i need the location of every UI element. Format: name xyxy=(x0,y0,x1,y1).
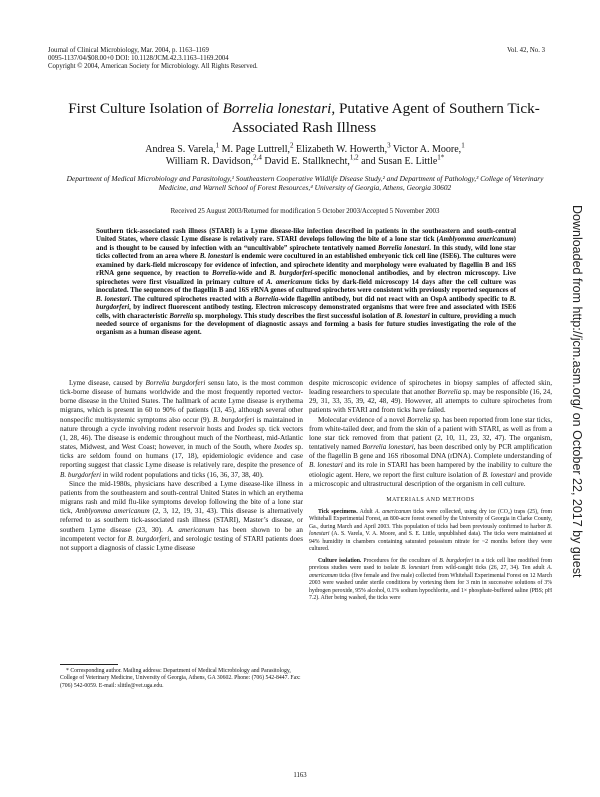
intro-paragraph-1: Lyme disease, caused by Borrelia burgdorferi sensu lato, is the most common tick-borne disease of humans worldwide and the most frequently reported vector-borne disease in the United States. The hallmark of acute Lyme disease is erythema migrans, which is present in 60 to 90% of patients (13, 45), although several other nonspecific multisystemic symptoms also occur (9). B. burgdorferi is maintained in nature through a cycle involving rodent reservoir hosts and Ixodes sp. tick vectors (1, 28, 46). The disease is endemic throughout much of the Northeast, mid-Atlantic states, Midwest, and West Coast; however, in much of the South, where Ixodes sp. ticks are seldom found on humans (17, 18), epidemiologic evidence and case reporting suggest that classic Lyme disease is relatively rare, despite the presence of B. burgdorferi in wild rodent populations and ticks (16, 36, 37, 38, 40). xyxy=(60,379,304,479)
intro-paragraph-4: Molecular evidence of a novel Borrelia sp. has been reported from lone star ticks, from white-tailed deer, and from the skin of a patient with STARI, as well as from a lone star tick removed from that patient (2, 10, 11, 23, 32, 47). The organism, tentatively named Borrelia lonestari, has been described only by PCR amplification of the flagellin B gene and 16S ribosomal DNA (rDNA). Complete understanding of B. lonestari and its role in STARI has been hampered by the inability to culture the etiologic agent. Here, we report the first culture isolation of B. lonestari and provide a microscopic and ultrastructural description of the organism in cell culture. xyxy=(309,415,553,488)
abstract: Southern tick-associated rash illness (STARI) is a Lyme disease-like infection described in patients in the southeastern and south-central United States, where classic Lyme disease is relatively rare. STARI develops following the bite of a lone star tick (Amblyomma americanum) and is thought to be caused by infection with an “uncultivable” spirochete tentatively named Borrelia lonestari. In this study, wild lone star ticks collected from an area where B. lonestari is endemic were cocultured in an established embryonic tick cell line (ISE6). The cultures were examined by dark-field microscopy for evidence of infection, and spirochete identity and morphology were evaluated by flagellin B and 16S rRNA gene sequence, by reaction to Borrelia-wide and B. burgdorferi-specific monoclonal antibodies, and by electron microscopy. Live spirochetes were first visualized in primary culture of A. americanum ticks by dark-field microscopy 14 days after the cell culture was inoculated. The sequences of the flagellin B and 16S rRNA genes of cultured spirochetes were consistent with previously reported sequences of B. lonestari. The cultured spirochetes reacted with a Borrelia-wide flagellin antibody, but did not react with an OspA antibody specific to B. burgdorferi, by indirect fluorescent antibody testing. Electron microscopy demonstrated organisms that were free and associated with ISE6 cells, with characteristic Borrelia sp. morphology. This study describes the first successful isolation of B. lonestari in culture, providing a much needed source of organisms for the development of diagnostic assays and forming a basis for future studies investigating the role of the organism as a human disease agent. xyxy=(96,227,517,337)
culture-isolation-paragraph: Culture isolation. Procedures for the coculture of B. burgdorferi in a tick cell line modified from previous studies were used to isolate B. lonestari from wild-caught ticks (26, 27, 34). Ten adult A. americanum ticks (five female and five male) collected from Whitehall Experimental Forest on 12 March 2003 were washed under sterile conditions by vortexing them for 3 min in successive solutions of 3% hydrogen peroxide, 95% alcohol, 0.1% sodium hypochlorite, and 1× phosphate-buffered saline (PBS; pH 7.2). After being washed, the ticks were xyxy=(309,557,553,602)
author-list: Andrea S. Varela,$^1$ M. Page Luttrell,$^2$ Elizabeth W. Howerth,$^3$ Victor A. Moore,$^1$ William R. Davidson,$^{2,4}$ David E. Stallknecht,$^{1,2}$ and Susan E. Little$^{1*}$ xyxy=(145,141,465,167)
volume-label: Vol. 42, No. 3 xyxy=(506,47,545,54)
body-column-right xyxy=(309,379,552,602)
download-notice: Downloaded from http://jcm.asm.org/ on October 22, 2017 by guest xyxy=(570,205,584,578)
corresponding-author-footnote: * Corresponding author. Mailing address: Department of Medical Microbiology and Parasitology, College of Veterinary Medicine, University of Georgia, Athens, GA 30602. Phone: (706) 542-8447. Fax: (706) 542-0059. E-mail: slittle@vet.uga.edu. xyxy=(60,668,301,689)
tick-specimens-paragraph: Tick specimens. Adult A. americanum ticks were collected, using dry ice (CO₂) traps (25), from Whitehall Experimental Forest, an 800-acre forest owned by the University of Georgia in Clarke County, Ga., during March and April 2003. This population of ticks had been previously confirmed to harbor B. lonestari (A. S. Varela, V. A. Moore, and S. E. Little, unpublished data). The ticks were maintained at 94% humidity in chambers containing saturated potassium nitrate for ~2 months before they were cultured. xyxy=(309,509,552,553)
copyright-line: Copyright © 2004, American Society for Microbiology. All Rights Reserved. xyxy=(48,63,258,71)
intro-paragraph-2: Since the mid-1980s, physicians have described a Lyme disease-like illness in patients from the southeastern and south-central United States in which an erythema migrans rash and mild flu-like symptoms develop following the bite of a lone star tick, Amblyomma americanum (2, 3, 12, 19, 31, 43). This disease is alternatively referred to as southern tick-associated rash illness (STARI), Master’s disease, or southern Lyme disease (23, 30). A. americanum has been shown to be an incompetent vector for B. burgdorferi, and serologic testing of STARI patients does not support a diagnosis of classic Lyme disease xyxy=(60,479,304,552)
methods-text xyxy=(309,509,552,602)
intro-paragraph-3: despite microscopic evidence of spirochetes in biopsy samples of affected skin, leading researchers to speculate that another Borrelia sp. may be responsible (16, 24, 29, 31, 33, 35, 39, 42, 48, 49). However, all attempts to culture spirochetes from patients with STARI and from ticks have failed. xyxy=(309,379,552,415)
journal-citation: Journal of Clinical Microbiology, Mar. 2004, p. 1163–1169 xyxy=(48,47,209,54)
body-column-left xyxy=(60,379,303,553)
methods-heading: MATERIALS AND METHODS xyxy=(386,496,475,503)
affiliations: Department of Medical Microbiology and Parasitology,¹ Southeastern Cooperative Wildlife Disease Study,² and Department of Pathology,³ College of Veterinary Medicine, and Warnell School of Forest Resources,⁴ University of Georgia, Athens, Georgia 30602 xyxy=(66,174,544,193)
received-dates: Received 25 August 2003/Returned for modification 5 October 2003/Accepted 5 November 2003 xyxy=(170,208,440,215)
footnote-divider xyxy=(60,664,118,665)
issn-doi: 0095-1137/04/$08.00+0 DOI: 10.1128/JCM.42.3.1163–1169.2004 xyxy=(48,55,229,63)
page-number: 1163 xyxy=(293,772,307,779)
running-header xyxy=(48,47,378,72)
article-title: First Culture Isolation of Borrelia lonestari, Putative Agent of Southern Tick-Associated Rash Illness xyxy=(68,100,540,136)
